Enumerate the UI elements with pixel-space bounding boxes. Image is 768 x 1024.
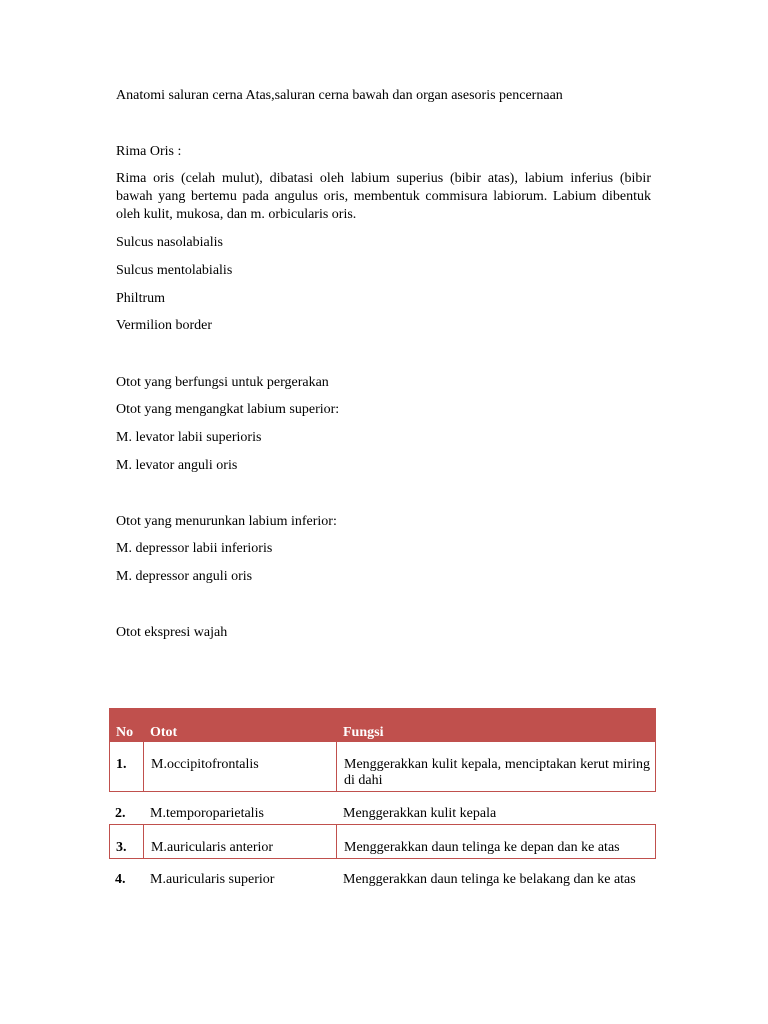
- section-heading-otot-pergerakan: Otot yang berfungsi untuk pergerakan: [116, 375, 329, 390]
- column-header-otot: Otot: [150, 725, 178, 740]
- row-number: 3.: [116, 840, 127, 855]
- table-row: [109, 798, 654, 824]
- row-fungsi: Menggerakkan kulit kepala: [343, 806, 497, 821]
- section-heading-otot-menurunkan: Otot yang menurunkan labium inferior:: [116, 514, 337, 529]
- row-otot: M.auricularis superior: [150, 872, 275, 887]
- row-otot: M.temporoparietalis: [150, 806, 264, 821]
- column-header-fungsi: Fungsi: [343, 725, 384, 740]
- row-otot: M.occipitofrontalis: [151, 757, 259, 772]
- list-item-sulcus-mentolabialis: Sulcus mentolabialis: [116, 263, 233, 278]
- row-fungsi: Menggerakkan daun telinga ke depan dan ke atas: [344, 840, 620, 855]
- row-number: 1.: [116, 757, 127, 772]
- table-header: [109, 708, 656, 742]
- list-item-philtrum: Philtrum: [116, 291, 166, 306]
- section-heading-rima-oris: Rima Oris :: [116, 144, 182, 159]
- section-heading-otot-mengangkat: Otot yang mengangkat labium superior:: [116, 402, 340, 417]
- document-title: Anatomi saluran cerna Atas,saluran cerna bawah dan organ asesoris pencernaan: [116, 88, 563, 103]
- row-fungsi: Menggerakkan kulit kepala, menciptakan kerut miring di dahi: [344, 757, 650, 788]
- list-item-levator-anguli: M. levator anguli oris: [116, 458, 238, 473]
- row-number: 2.: [115, 806, 126, 821]
- column-header-no: No: [116, 725, 134, 740]
- list-item-depressor-labii: M. depressor labii inferioris: [116, 541, 273, 556]
- section-heading-otot-ekspresi: Otot ekspresi wajah: [116, 625, 228, 640]
- list-item-sulcus-nasolabialis: Sulcus nasolabialis: [116, 235, 223, 250]
- list-item-vermilion-border: Vermilion border: [116, 318, 213, 333]
- list-item-depressor-anguli: M. depressor anguli oris: [116, 569, 253, 584]
- row-number: 4.: [115, 872, 126, 887]
- row-otot: M.auricularis anterior: [151, 840, 274, 855]
- table-row: [109, 742, 656, 792]
- table-row: [109, 824, 656, 859]
- row-fungsi: Menggerakkan daun telinga ke belakang dan ke atas: [343, 872, 636, 887]
- rima-oris-paragraph: Rima oris (celah mulut), dibatasi oleh labium superius (bibir atas), labium inferius (bibir bawah yang bertemu pada angulus oris, membentuk commisura labiorum. Labium dibentuk oleh kulit, mukosa, dan m. orbicularis oris.: [116, 171, 651, 222]
- table-row: [109, 864, 654, 910]
- list-item-levator-labii: M. levator labii superioris: [116, 430, 262, 445]
